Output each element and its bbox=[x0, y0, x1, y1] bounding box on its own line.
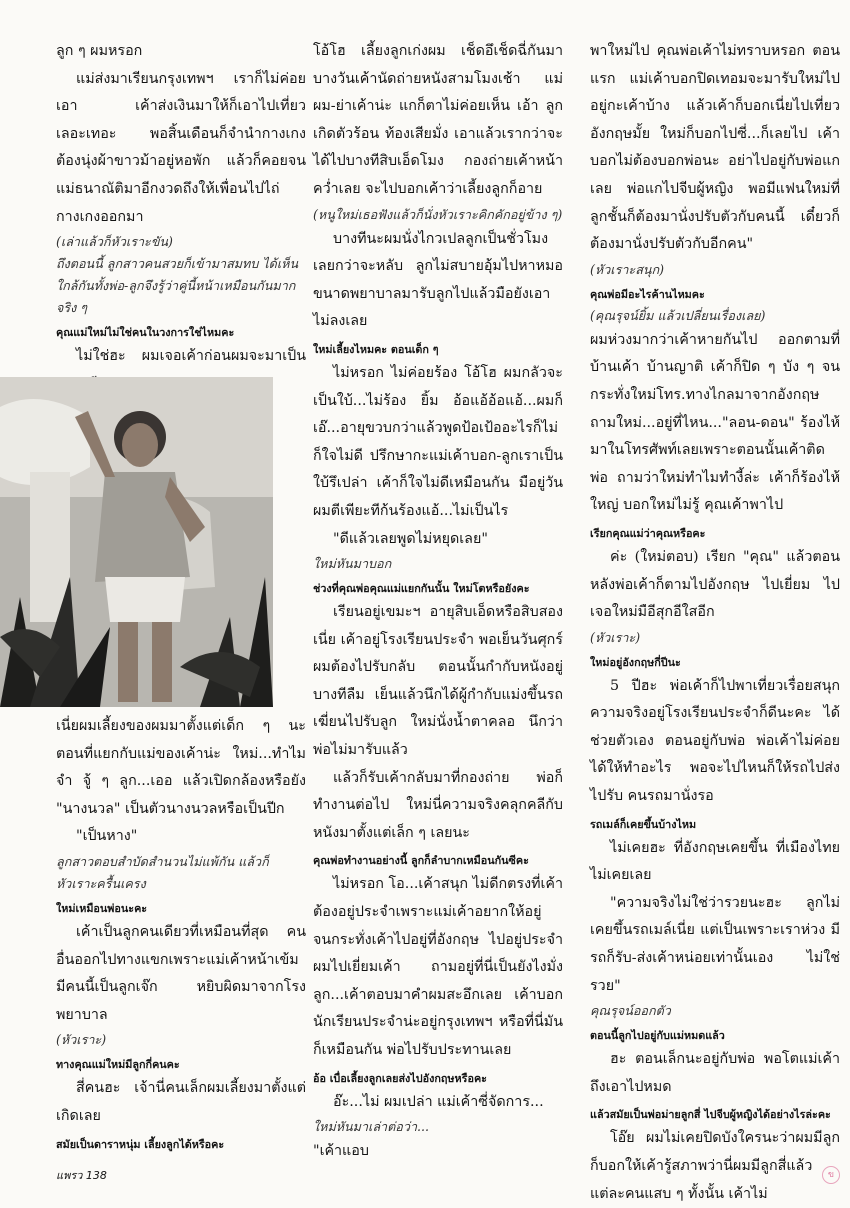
photo-illustration bbox=[0, 377, 273, 707]
paragraph: ลูก ๆ ผมหรอก bbox=[56, 43, 143, 59]
italic-aside: (หนูใหม่เธอฟังแล้วก็นั่งหัวเราะคิกคักอยู่ข้าง ๆ) bbox=[313, 206, 563, 222]
paragraph: บางทีนะผมนั่งไกวเปลลูกเป็นชั่วโมง เลยกว่าจะหลับ ลูกไม่สบายอุ้มไปหาหมอ ขนาดพยาบาลมารับลูกไปแล้วมือยังเอาไม่ลงเลย bbox=[313, 230, 563, 330]
paragraph: ค่ะ (ใหม่ตอบ) เรียก "คุณ" แล้วตอนหลังพ่อเค้าก็ตามไปอังกฤษ ไปเยี่ยม ไปเจอใหม่มือีสุกอีใสอีก bbox=[590, 548, 840, 621]
question-heading: รถเมล์ก็เคยขึ้นบ้างไหม bbox=[590, 817, 697, 831]
italic-aside: คุณรุจน์ออกตัว bbox=[590, 1003, 671, 1019]
column-2-body bbox=[313, 38, 563, 1166]
paragraph: "ความจริงไม่ใช่ว่ารวยนะฮะ ลูกไม่เคยขึ้นรถเมล์เนี่ย แต่เป็นเพราะเราห่วง มีรถก็รับ-ส่งเค้าหน่อยเท่านั้นเอง ไม่ใช่รวย" bbox=[590, 894, 840, 994]
column-1-bottom bbox=[56, 713, 306, 1153]
question-heading: ใหม่เหมือนพ่อนะคะ bbox=[56, 901, 148, 915]
italic-aside: ถึงตอนนี้ ลูกสาวคนสวยก็เข้ามาสมทบ ได้เห็นใกล้กันทั้งพ่อ-ลูกจึงรู้ว่าคู่นี้หน้าเหมือนกันมากจริง ๆ bbox=[56, 256, 299, 316]
paragraph: โอ้โฮ เลี้ยงลูกเก่งผม เช็ดอึเช็ดฉี่กันมา บางวันเค้านัดถ่ายหนังสามโมงเช้า แม่ผม-ย่าเค้าน่ะ แกก็ตาไม่ค่อยเห็น เอ้า ลูกเกิดตัวร้อน ท้องเสียมั่ง เอาแล้วเรากว่าจะได้ไปบางทีสิบเอ็ดโมง กองถ่ายเค้าหน้าคว่ำเลย จะไปบอกเค้าว่าเลี้ยงลูกก็อาย bbox=[313, 43, 563, 197]
column-3 bbox=[590, 38, 840, 1208]
page-footer: แพรว 138 bbox=[56, 1169, 107, 1182]
question-heading: เรียกคุณแม่ว่าคุณหรือคะ bbox=[590, 526, 706, 540]
italic-aside: ใหม่หันมาเล่าต่อว่า... bbox=[313, 1119, 430, 1135]
paragraph: 5 ปีฮะ พ่อเค้าก็ไปพาเที่ยวเรื่อยสนุก ความจริงอยู่โรงเรียนประจำก็ดีนะคะ ได้ช่วยตัวเอง ตอนอยู่กับพ่อ พ่อเค้าไม่ค่อยได้ให้ทำอะไร พอจะไปไหนก็ให้รถไปส่ง ไปรับ คนรถมานั่งรอ bbox=[590, 677, 840, 805]
paragraph: เรียนอยู่เขมะฯ อายุสิบเอ็ดหรือสิบสองเนี่ย เค้าอยู่โรงเรียนประจำ พอเย็นวันศุกร์ผมต้องไปรับกลับ ตอนนั้นกำกับหนังอยู่ บางทีลืม เย็นแล้วนึกได้ผู้กำกับแม่งขึ้นรถ เฆี่ยนไปรับลูก ใหม่นั่งน้ำตาคลอ นึกว่าพ่อไม่มารับแล้ว bbox=[313, 604, 563, 759]
paragraph: "เค้าแอบ bbox=[313, 1143, 369, 1160]
paragraph: สี่คนฮะ เจ้านี่คนเล็กผมเลี้ยงมาตั้งแต่เกิดเลย bbox=[56, 1080, 306, 1124]
italic-aside: (หัวเราะสนุก) bbox=[590, 261, 665, 277]
question-heading: คุณพ่อมีอะไรค้านไหมคะ bbox=[590, 287, 705, 301]
column-1-lower bbox=[56, 713, 306, 1155]
column-3-body bbox=[590, 38, 840, 1208]
question-heading: แล้วสมัยเป็นพ่อม่ายลูกสี่ ไปจีบผู้หญิงได้อย่างไรล่ะคะ bbox=[590, 1108, 831, 1122]
paragraph: เนี่ยผมเลี้ยงของผมมาตั้งแต่เด็ก ๆ นะ ตอนที่แยกกับแม่ของเค้าน่ะ ใหม่...ทำไม จำ จู้ ๆ ลูก...เออ แล้วเปิดกล้องหรือยัง "นางนวล" เป็นตัวนางนวลหรือเป็นปีก bbox=[56, 718, 306, 817]
italic-aside: (หัวเราะ) bbox=[56, 1032, 107, 1048]
paragraph: โอ๊ย ผมไม่เคยปิดบังใครนะว่าผมมีลูก ก็บอกให้เค้ารู้สภาพว่านี่ผมมีลูกสี่แล้วแต่ละคนแสบ ๆ ทั้งนั้น เค้าไม่ bbox=[590, 1130, 840, 1202]
italic-aside: (หัวเราะ) bbox=[590, 629, 641, 645]
question-heading: สมัยเป็นดาราหนุ่ม เลี้ยงลูกได้หรือคะ bbox=[56, 1137, 225, 1151]
italic-aside: ลูกสาวตอบสำบัดสำนวนไม่แพ้กัน แล้วก็หัวเราะครื้นเครง bbox=[56, 853, 269, 891]
question-heading: ทางคุณแม่ใหม่มีลูกกี่คนคะ bbox=[56, 1058, 180, 1072]
question-heading: คุณแม่ใหม่ไม่ใช่คนในวงการใช่ไหมคะ bbox=[56, 326, 235, 340]
paragraph: "ดีแล้วเลยพูดไม่หยุดเลย" bbox=[333, 530, 488, 547]
paragraph: แล้วก็รับเค้ากลับมาที่กองถ่าย พ่อก็ทำงานต่อไป ใหม่นี่ความจริงคลุกคลีกับหนังมาตั้งแต่เล็ก ๆ เลยนะ bbox=[313, 769, 563, 841]
question-heading: ตอนนี้ลูกไปอยู่กับแม่หมดแล้ว bbox=[590, 1029, 725, 1043]
question-heading: ช่วงที่คุณพ่อคุณแม่แยกกันนั้น ใหม่โตหรือยังคะ bbox=[313, 582, 530, 596]
library-stamp: ข bbox=[822, 1166, 840, 1184]
italic-aside: (คุณรุจน์ยิ้ม แล้วเปลี่ยนเรื่องเลย) bbox=[590, 307, 766, 323]
column-1-top bbox=[56, 38, 306, 420]
paragraph: เค้าเป็นลูกคนเดียวที่เหมือนที่สุด คนอื่นออกไปทางแขกเพราะแม่เค้าหน้าเข้ม มีคนนี้เป็นลูกเจ๊ก หยิบผิดมาจากโรงพยาบาล bbox=[56, 923, 306, 1023]
paragraph: แม่ส่งมาเรียนกรุงเทพฯ เราก็ไม่ค่อยเอา เค้าส่งเงินมาให้ก็เอาไปเที่ยวเลอะเทอะ พอสิ้นเดือนก็จำนำกางเกง ต้องนุ่งผ้าขาวม้าอยู่หอพัก แล้วก็คอยจนแม่ธนาณัติมาอีกงวดถึงให้เพื่อนไปไถ่กางเกงออกมา bbox=[56, 70, 306, 225]
question-heading: คุณพ่อทำงานอย่างนี้ ลูกก็ลำบากเหมือนกันซีคะ bbox=[313, 854, 529, 868]
question-heading: ใหม่อยู่อังกฤษกี่ปีนะ bbox=[590, 655, 681, 669]
paragraph: อ๊ะ...ไม่ ผมเปล่า แม่เค้าซี่จัดการ... bbox=[333, 1093, 544, 1110]
italic-aside: (เล่าแล้วก็หัวเราะขัน) bbox=[56, 234, 173, 250]
italic-aside: ใหม่หันมาบอก bbox=[313, 556, 392, 572]
paragraph: ผมห่วงมากว่าเค้าหายกันไป ออกตามที่บ้านเค้า บ้านญาติ เค้าก็ปิด ๆ บัง ๆ จนกระทั่งใหม่โทร.ทางไกลมาจากอังกฤษ ถามใหม่...อยู่ที่ไหน..."ลอน-ดอน" ร้องไห้มาในโทรศัพท์เลยเพราะตอนนั้นเค้าติดพ่อ ถามว่าใหม่ทำไมทำงี้ล่ะ เค้าก็ร้องไห้ใหญ่ บอกใหม่ไม่รู้ คุณเค้าพาไป bbox=[590, 331, 840, 514]
paragraph: ไม่หรอก โอ...เค้าสนุก ไม่ดีกตรงที่เค้าต้องอยู่ประจำเพราะแม่เค้าอยากให้อยู่ จนกระทั่งเค้าไปอยู่ที่อังกฤษ ไปอยู่ประจำ ผมไปเยี่ยมเค้า ถามอยู่ที่นี่เป็นยังไงมั่งลูก...เค้าตอบมาคำผมสะอึกเลย เค้าบอก นักเรียนประจำน่ะอยู่กรุงเทพฯ หรือที่นี่มันก็เหมือนกัน พ่อไปรับประทานเลย bbox=[313, 876, 563, 1058]
column-2 bbox=[313, 38, 563, 1166]
question-heading: ใหม่เลี้ยงไหมคะ ตอนเด็ก ๆ bbox=[313, 342, 439, 356]
paragraph: ไม่หรอก ไม่ค่อยร้อง โอ้โฮ ผมกลัวจะเป็นใบ้...ไม่ร้อง ยิ้ม อ้อแอ้อ้อแอ้...ผมก็เอ๊...อายุขวบกว่าแล้วพูดป้อเป้ออะไรก็ไม่ ก็ใจไม่ดี ปรึกษากะแม่เค้าบอก-ลูกเราเป็นใบ้รึเปล่า เค้าก็ใจไม่ดีเหมือนกัน มือยู่วันผมตีเพียะทีก้นร้องแอ้...ไม่เป็นไร bbox=[313, 364, 563, 519]
photo-girl-posing bbox=[0, 377, 273, 707]
paragraph: ไม่เคยฮะ ที่อังกฤษเคยขึ้น ที่เมืองไทยไม่เคยเลย bbox=[590, 839, 840, 884]
column-1 bbox=[56, 38, 306, 420]
paragraph: "เป็นหาง" bbox=[76, 828, 138, 845]
paragraph: ฮะ ตอนเล็กนะอยู่กับพ่อ พอโตแม่เค้าถึงเอาไปหมด bbox=[590, 1051, 840, 1095]
paragraph: ไม่ใช่ฮะ ผมเจอเค้าก่อนผมจะมาเป็น bbox=[76, 348, 306, 365]
paragraph: พาใหม่ไป คุณพ่อเค้าไม่ทราบหรอก ตอนแรก แม่เค้าบอกปิดเทอมจะมารับใหม่ไปอยู่กะเค้าบ้าง แล้วเค้าก็บอกเนี่ยไปเที่ยวอังกฤษมั้ย ใหม่ก็บอกไปซี่...ก็เลยไป เค้าบอกไม่ต้องบอกพ่อนะ อย่าไปอยู่กับพ่อแกเลย พ่อแกไปจีบผู้หญิง พอมีแฟนใหม่ที่ ลูกชั้นก็ต้องมานั่งปรับตัวกับคนนี้ เดี๋ยวก็ต้องมานั่งปรับตัวกับอีกคน" bbox=[590, 43, 840, 253]
question-heading: อ้อ เบื่อเลี้ยงลูกเลยส่งไปอังกฤษหรือคะ bbox=[313, 1071, 487, 1085]
